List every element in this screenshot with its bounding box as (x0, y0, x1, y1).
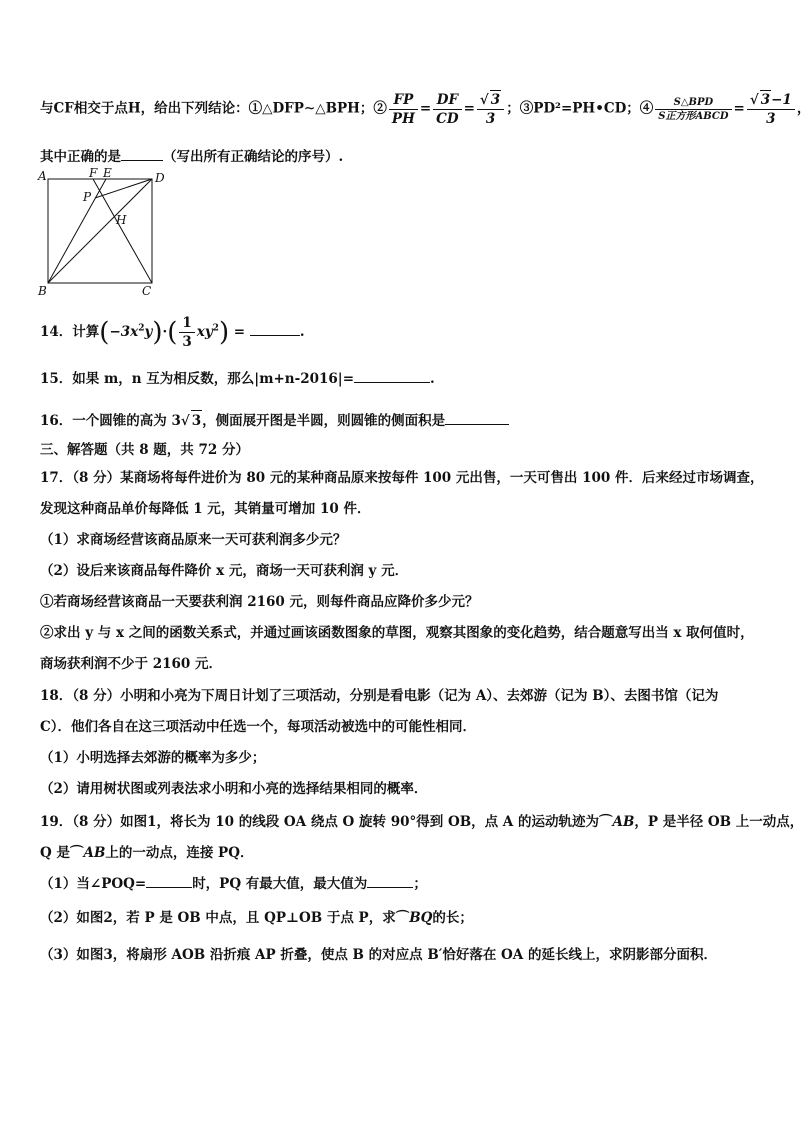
q14-term-a: −3x (109, 324, 139, 340)
q13-line2-suffix: （写出所有正确结论的序号）. (163, 149, 344, 165)
q17-part2: （2）设后来该商品每件降价 x 元，商场一天可获利润 y 元． (40, 563, 409, 579)
q17-line1: 17．（8 分）某商场将每件进价为 80 元的某种商品原来按每件 100 元出售，一天可售出 100 件．后来经过市场调查， (40, 470, 764, 486)
arc-icon: ⌒ (69, 845, 84, 861)
label-d: D (155, 171, 165, 185)
label-c: C (142, 284, 152, 298)
q13-line1 (40, 90, 810, 128)
fraction-df-num: DF (433, 91, 461, 110)
q18-part1: （1）小明选择去郊游的概率为多少； (40, 750, 266, 766)
answer-blank[interactable] (250, 321, 300, 336)
arc-icon: ⌒ (598, 814, 613, 830)
q14-term-a-y: y (144, 324, 153, 340)
q14-exp-a: 2 (138, 323, 145, 334)
answer-blank[interactable] (121, 146, 163, 161)
radicand: 3 (191, 410, 202, 431)
radicand: 3 (490, 92, 501, 108)
arc-ab-label: AB (612, 814, 635, 830)
q14-exp-b: 2 (212, 323, 219, 334)
paren-open: ( (99, 317, 110, 348)
fraction-fp-den: PH (391, 110, 415, 127)
diagonal-bd (48, 179, 152, 283)
fraction-answer (747, 90, 795, 128)
section-3-title: 三、解答题（共 8 题，共 72 分） (40, 442, 249, 458)
q17-sub2: ②求出 y 与 x 之间的函数关系式，并通过画该函数图象的草图，观察其图象的变化趋势，结合题意写出当 x 取何值时， (40, 625, 754, 641)
q19-line2-q: Q 是 (40, 845, 70, 861)
fraction-sqrt3-num (477, 90, 504, 110)
q19-part2 (40, 908, 473, 928)
fraction-sqrt3-den: 3 (485, 111, 496, 127)
segment-be (48, 179, 106, 283)
fraction-df-cd (433, 91, 461, 128)
arc-ab-label: AB (83, 845, 106, 861)
q19-line1 (40, 812, 803, 832)
label-a: A (38, 169, 47, 183)
segment-dp (95, 179, 152, 198)
fraction-answer-num (747, 90, 795, 110)
fraction-fp-ph (389, 91, 418, 128)
paren-close: ) (218, 317, 230, 348)
q13-line2 (40, 146, 343, 167)
answer-blank[interactable] (146, 873, 192, 888)
q17-sub2b: 商场获利润不少于 2160 元． (40, 656, 222, 672)
fraction-area-den: S正方形ABCD (658, 110, 729, 122)
equals-sign: = (733, 100, 745, 117)
radical-icon: √ (180, 413, 190, 429)
radical-icon: √ (749, 92, 759, 108)
q15-line (40, 368, 435, 389)
q17-part1: （1）求商场经营该商品原来一天可获利润多少元？ (40, 532, 347, 548)
fraction-sqrt3-3 (477, 90, 504, 128)
q19-line2 (40, 843, 253, 863)
fraction-one-third-num: 1 (179, 314, 194, 333)
q19-part1-end: ； (413, 876, 427, 892)
paren-close: ) (152, 317, 163, 348)
q14-tail: . (299, 324, 305, 340)
q13-line1-prefix: 与CF相交于点H，给出下列结论：①△DFP∼△BPH；② (40, 100, 387, 117)
q18-line2: C）．他们各自在这三项活动中任选一个，每项活动被选中的可能性相同． (40, 719, 476, 735)
label-b: B (38, 284, 47, 298)
fraction-df-den: CD (436, 110, 459, 127)
fraction-answer-den: 3 (766, 111, 776, 127)
radicand: 3 (760, 92, 771, 108)
answer-blank[interactable] (354, 368, 430, 383)
label-h: H (116, 213, 127, 227)
q14-label: 14．计算 (40, 324, 100, 340)
label-p: P (83, 190, 92, 204)
fraction-area-num: S△BPD (655, 96, 731, 110)
paren-open: ( (167, 317, 178, 348)
q19-part1-prefix: （1）当∠POQ= (40, 876, 147, 892)
q19-line1-text: 19．（8 分）如图1，将长为 10 的线段 OA 绕点 O 旋转 90°得到 OB，点 A 的运动轨迹为 (40, 814, 599, 830)
fraction-fp-num: FP (389, 91, 418, 110)
q19-part1 (40, 873, 427, 894)
fraction-one-third (179, 314, 194, 351)
q17-line2: 发现这种商品单价每降低 1 元，其销量可增加 10 件． (40, 501, 371, 517)
q15-prefix: 15．如果 m，n 互为相反数，那么|m+n-2016|= (40, 371, 355, 387)
q14-eq: = (233, 324, 246, 340)
q19-part2-end: 的长； (432, 910, 473, 926)
q15-suffix: . (430, 371, 435, 387)
answer-blank[interactable] (445, 410, 509, 425)
q14-dot: · (162, 324, 168, 340)
square-geometry-figure (35, 168, 170, 298)
q13-line2-prefix: 其中正确的是 (40, 149, 121, 165)
equals-sign: = (463, 100, 475, 117)
answer-blank[interactable] (367, 873, 413, 888)
q13-separator: ；③PD²=PH•CD；④ (506, 100, 654, 117)
arc-icon: ⌒ (395, 910, 410, 926)
q19-part1-mid: 时，PQ 有最大值，最大值为 (192, 876, 368, 892)
q16-suffix: ，侧面展开图是半圆，则圆锥的侧面积是 (202, 413, 446, 429)
q19-line1-rest: ，P 是半径 OB 上一动点， (634, 814, 804, 830)
minus-one: −1 (771, 92, 792, 108)
arc-bq-label: BQ (409, 910, 433, 926)
q19-part3: （3）如图3，将扇形 AOB 沿折痕 AP 折叠，使点 B 的对应点 B′恰好落在 OA 的延长线上，求阴影部分面积． (40, 947, 717, 963)
label-f: F (89, 166, 98, 180)
q17-sub1: ①若商场经营该商品一天要获利润 2160 元，则每件商品应降价多少元？ (40, 594, 479, 610)
fraction-one-third-den: 3 (182, 334, 192, 350)
label-e: E (103, 166, 112, 180)
q14-term-b: xy (196, 324, 213, 340)
q18-line1: 18．（8 分）小明和小亮为下周日计划了三项活动，分别是看电影（记为 A）、去郊游（记为 B）、去图书馆（记为 (40, 688, 719, 704)
q13-separator: ， (796, 100, 810, 117)
fraction-area-ratio (655, 96, 731, 123)
q19-line2-rest: 上的一动点，连接 PQ． (105, 845, 254, 861)
radical-icon: √ (479, 92, 489, 108)
q19-part2-prefix: （2）如图2，若 P 是 OB 中点，且 QP⊥OB 于点 P，求 (40, 910, 396, 926)
q16-line (40, 410, 509, 431)
q18-part2: （2）请用树状图或列表法求小明和小亮的选择结果相同的概率． (40, 781, 428, 797)
q14-line (40, 314, 305, 351)
segment-cf (93, 179, 152, 283)
q16-prefix: 16．一个圆锥的高为 3 (40, 413, 181, 429)
equals-sign: = (419, 100, 432, 117)
